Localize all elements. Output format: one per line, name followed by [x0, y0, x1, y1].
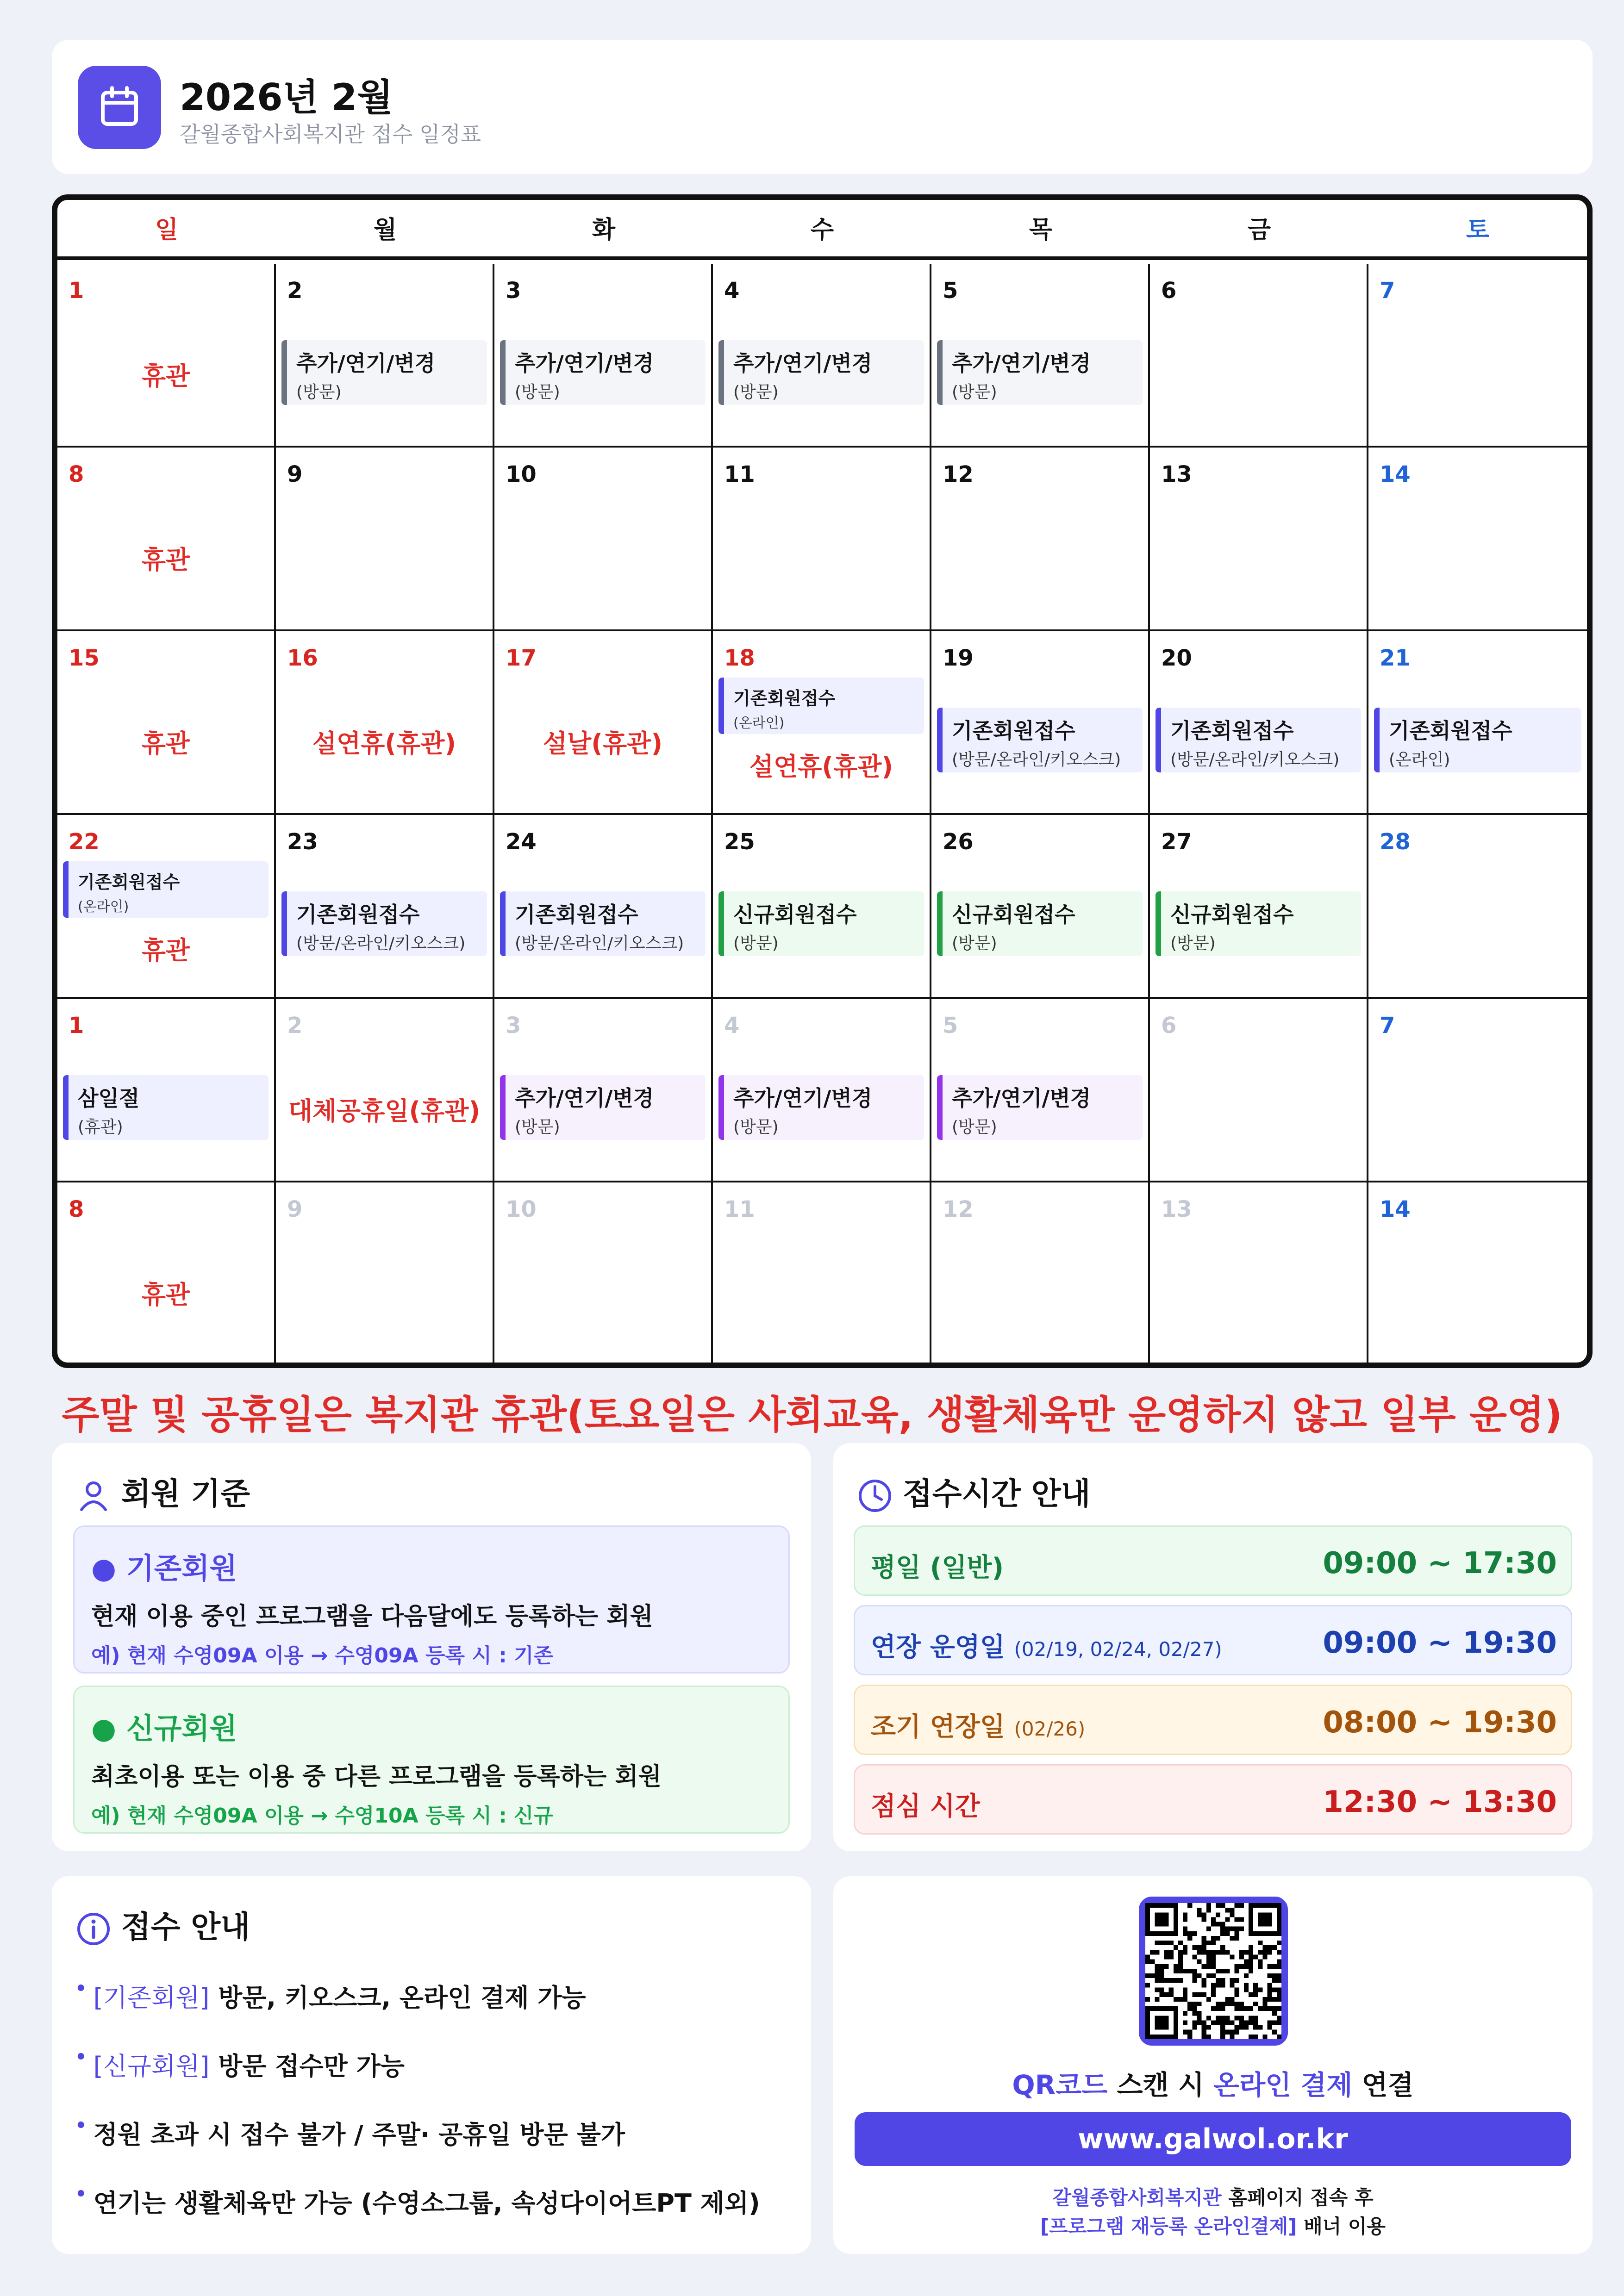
- event-title: 기존회원접수: [515, 902, 638, 927]
- closed-label: 휴관: [141, 936, 190, 965]
- reception-guide-card: [52, 1876, 811, 2254]
- weekday-header-row: [57, 200, 1587, 260]
- hours-row-extended: [854, 1605, 1572, 1675]
- event-channel: (방문/온라인/키오스크): [952, 750, 1121, 769]
- day-number: 2: [287, 278, 303, 304]
- calendar-day-cell: [1368, 264, 1587, 448]
- info-icon: [75, 1910, 112, 1948]
- closed-label: 휴관: [141, 729, 190, 758]
- calendar-day-cell: [1150, 999, 1368, 1182]
- day-number: 12: [943, 1196, 974, 1222]
- schedule-event: [63, 861, 269, 918]
- calendar-day-cell: [57, 999, 276, 1182]
- event-channel: (방문): [952, 934, 997, 953]
- event-channel: (온라인): [78, 899, 129, 915]
- new-member-box: [73, 1686, 790, 1834]
- reception-hours-title-text: 접수시간 안내: [903, 1476, 1091, 1512]
- schedule-event: [500, 891, 706, 956]
- calendar-day-cell: [1368, 631, 1587, 815]
- new-member-title-text: 신규회원: [126, 1711, 237, 1745]
- calendar-day-cell: [1150, 815, 1368, 999]
- clock-icon: [856, 1477, 893, 1514]
- hours-label: 평일 (일반): [871, 1553, 1004, 1583]
- day-number: 16: [287, 645, 318, 671]
- day-number: 3: [506, 278, 521, 304]
- day-number: 3: [506, 1013, 521, 1039]
- qr-note-line-1: 갈월종합사회복지관 홈페이지 접속 후: [1052, 2186, 1374, 2209]
- guide-item: • [신규회원] 방문 접수만 가능: [75, 2047, 405, 2081]
- day-number: 20: [1161, 645, 1192, 671]
- day-number: 8: [69, 461, 84, 487]
- hours-time: 09:00 ~ 17:30: [1323, 1546, 1557, 1580]
- event-title: 추가/연기/변경: [733, 1086, 873, 1111]
- day-number: 7: [1380, 1013, 1395, 1039]
- event-title: 신규회원접수: [952, 902, 1075, 927]
- day-number: 7: [1380, 278, 1395, 304]
- guide-item: • 연기는 생활체육만 가능 (수영소그룹, 속성다이어트PT 제외): [75, 2184, 760, 2218]
- event-title: 추가/연기/변경: [296, 351, 436, 376]
- page-subtitle: 갈월종합사회복지관 접수 일정표: [180, 122, 481, 147]
- qr-instruction: QR코드 스캔 시 온라인 결제 연결: [1012, 2069, 1414, 2101]
- day-number: 28: [1380, 829, 1411, 855]
- calendar-day-cell: [276, 264, 494, 448]
- page-title: 2026년 2월: [180, 76, 393, 119]
- calendar-day-cell: [57, 1182, 276, 1366]
- day-number: 12: [943, 461, 974, 487]
- calendar-day-cell: [57, 264, 276, 448]
- event-channel: (방문): [733, 934, 779, 953]
- calendar-day-cell: [57, 448, 276, 631]
- event-channel: (방문): [952, 383, 997, 402]
- schedule-event: [500, 340, 706, 405]
- day-number: 9: [287, 461, 303, 487]
- calendar-day-cell: [713, 448, 931, 631]
- hours-time: 08:00 ~ 19:30: [1323, 1705, 1557, 1740]
- day-number: 14: [1380, 461, 1411, 487]
- calendar-day-cell: [494, 999, 713, 1182]
- event-channel: (방문/온라인/키오스크): [1170, 750, 1340, 769]
- schedule-event: [1156, 891, 1361, 956]
- weekday-label: 토: [1466, 216, 1490, 244]
- schedule-event: [937, 1075, 1143, 1140]
- day-number: 18: [724, 645, 755, 671]
- schedule-event: [937, 891, 1143, 956]
- day-number: 21: [1380, 645, 1411, 671]
- calendar-day-cell: [713, 631, 931, 815]
- event-channel: (휴관): [78, 1118, 123, 1137]
- schedule-event: [1374, 708, 1581, 772]
- day-number: 13: [1161, 1196, 1192, 1222]
- closure-notice: 주말 및 공휴일은 복지관 휴관(토요일은 사회교육, 생활체육만 운영하지 않고 일부 운영): [62, 1392, 1562, 1437]
- hours-label: 연장 운영일 (02/19, 02/24, 02/27): [871, 1632, 1222, 1662]
- day-number: 5: [943, 278, 958, 304]
- calendar-grid: [52, 194, 1593, 1368]
- existing-member-title-text: 기존회원: [126, 1551, 237, 1585]
- day-number: 27: [1161, 829, 1192, 855]
- closed-label: 휴관: [141, 545, 190, 574]
- new-member-title: ● 신규회원: [91, 1711, 237, 1745]
- calendar-day-cell: [494, 264, 713, 448]
- calendar-day-cell: [1150, 1182, 1368, 1366]
- weekday-label: 화: [592, 216, 616, 244]
- schedule-event: [500, 1075, 706, 1140]
- day-number: 26: [943, 829, 974, 855]
- day-number: 15: [69, 645, 100, 671]
- day-number: 19: [943, 645, 974, 671]
- calendar-day-cell: [1368, 448, 1587, 631]
- closed-label: 휴관: [141, 361, 190, 391]
- calendar-day-cell: [931, 631, 1150, 815]
- event-title: 삼일절: [78, 1086, 140, 1111]
- reception-guide-title-text: 접수 안내: [121, 1909, 250, 1945]
- guide-item: • 정원 초과 시 접수 불가 / 주말· 공휴일 방문 불가: [75, 2115, 625, 2149]
- calendar-day-cell: [1368, 1182, 1587, 1366]
- event-channel: (방문): [515, 1118, 560, 1137]
- event-title: 기존회원접수: [733, 688, 836, 709]
- calendar-day-cell: [276, 631, 494, 815]
- event-title: 추가/연기/변경: [733, 351, 873, 376]
- calendar-day-cell: [1150, 631, 1368, 815]
- qr-code-icon[interactable]: [1139, 1897, 1288, 2046]
- event-channel: (온라인): [733, 715, 785, 731]
- closed-label: 설연휴(휴관): [749, 752, 893, 781]
- hours-label: 조기 연장일 (02/26): [871, 1712, 1086, 1742]
- new-member-desc: 최초이용 또는 이용 중 다른 프로그램을 등록하는 회원: [91, 1763, 662, 1791]
- schedule-event: [63, 1075, 269, 1140]
- calendar-day-cell: [931, 448, 1150, 631]
- event-title: 기존회원접수: [78, 872, 180, 892]
- schedule-event: [1156, 708, 1361, 772]
- schedule-event: [718, 891, 924, 956]
- calendar-day-cell: [931, 999, 1150, 1182]
- calendar-day-cell: [276, 448, 494, 631]
- event-title: 추가/연기/변경: [952, 1086, 1091, 1111]
- calendar-day-cell: [931, 1182, 1150, 1366]
- day-number: 22: [69, 829, 100, 855]
- calendar-day-cell: [713, 815, 931, 999]
- day-number: 2: [287, 1013, 303, 1039]
- event-channel: (방문): [296, 383, 342, 402]
- day-number: 1: [69, 1013, 84, 1039]
- day-number: 23: [287, 829, 318, 855]
- event-title: 추가/연기/변경: [515, 1086, 654, 1111]
- day-number: 10: [506, 1196, 537, 1222]
- day-number: 17: [506, 645, 537, 671]
- event-channel: (방문): [1170, 934, 1216, 953]
- day-number: 6: [1161, 1013, 1177, 1039]
- closed-label: 휴관: [141, 1280, 190, 1309]
- calendar-day-cell: [713, 264, 931, 448]
- weekday-label: 목: [1029, 216, 1053, 244]
- qr-payment-card: [833, 1876, 1593, 2254]
- calendar-day-cell: [494, 448, 713, 631]
- event-title: 신규회원접수: [733, 902, 857, 927]
- weekday-label: 수: [810, 216, 834, 244]
- calendar-day-cell: [57, 631, 276, 815]
- day-number: 1: [69, 278, 84, 304]
- schedule-event: [718, 678, 924, 734]
- calendar-day-cell: [1150, 264, 1368, 448]
- schedule-event: [718, 340, 924, 405]
- calendar-day-cell: [276, 1182, 494, 1366]
- closed-label: 설날(휴관): [543, 729, 662, 758]
- calendar-day-cell: [1368, 815, 1587, 999]
- existing-member-desc: 현재 이용 중인 프로그램을 다음달에도 등록하는 회원: [91, 1603, 653, 1630]
- hours-time: 09:00 ~ 19:30: [1323, 1626, 1557, 1660]
- day-number: 14: [1380, 1196, 1411, 1222]
- closed-label: 대체공휴일(휴관): [288, 1096, 481, 1126]
- homepage-url-button[interactable]: www.galwol.or.kr: [855, 2112, 1571, 2166]
- schedule-event: [281, 891, 487, 956]
- reception-hours-title: [856, 1469, 1091, 1514]
- header-card: [52, 40, 1593, 174]
- user-icon: [75, 1477, 112, 1514]
- event-title: 기존회원접수: [1170, 718, 1294, 743]
- event-channel: (방문/온라인/키오스크): [296, 934, 466, 953]
- schedule-event: [281, 340, 487, 405]
- event-channel: (방문/온라인/키오스크): [515, 934, 684, 953]
- member-criteria-title-text: 회원 기준: [121, 1476, 250, 1512]
- schedule-event: [718, 1075, 924, 1140]
- event-title: 신규회원접수: [1170, 902, 1294, 927]
- day-number: 11: [724, 461, 755, 487]
- day-number: 6: [1161, 278, 1177, 304]
- calendar-icon: [78, 66, 161, 149]
- event-channel: (방문): [733, 383, 779, 402]
- event-channel: (방문): [733, 1118, 779, 1137]
- event-channel: (온라인): [1389, 750, 1450, 769]
- weekday-label: 금: [1247, 216, 1271, 244]
- closed-label: 설연휴(휴관): [312, 729, 456, 758]
- weekday-label: 일: [155, 216, 179, 244]
- calendar-day-cell: [931, 815, 1150, 999]
- calendar-day-cell: [57, 815, 276, 999]
- hours-row-lunch: [854, 1764, 1572, 1835]
- schedule-event: [937, 340, 1143, 405]
- calendar-day-cell: [494, 1182, 713, 1366]
- existing-member-box: [73, 1525, 790, 1674]
- day-number: 5: [943, 1013, 958, 1039]
- event-title: 기존회원접수: [952, 718, 1075, 743]
- reception-hours-card: [833, 1443, 1593, 1851]
- calendar-day-cell: [713, 999, 931, 1182]
- member-criteria-title: [75, 1469, 250, 1514]
- day-number: 4: [724, 278, 740, 304]
- day-number: 10: [506, 461, 537, 487]
- event-channel: (방문): [515, 383, 560, 402]
- day-number: 8: [69, 1196, 84, 1222]
- day-number: 4: [724, 1013, 740, 1039]
- hours-row-early: [854, 1685, 1572, 1755]
- guide-item: • [기존회원] 방문, 키오스크, 온라인 결제 가능: [75, 1978, 586, 2012]
- new-member-example: 예) 현재 수영09A 이용 → 수영10A 등록 시 : 신규: [91, 1804, 554, 1828]
- day-number: 13: [1161, 461, 1192, 487]
- event-title: 추가/연기/변경: [515, 351, 654, 376]
- day-number: 9: [287, 1196, 303, 1222]
- qr-note-line-2: [프로그램 재등록 온라인결제] 배너 이용: [1040, 2215, 1386, 2238]
- calendar-day-cell: [1368, 999, 1587, 1182]
- calendar-day-cell: [494, 815, 713, 999]
- event-channel: (방문): [952, 1118, 997, 1137]
- calendar-day-cell: [276, 815, 494, 999]
- existing-member-example: 예) 현재 수영09A 이용 → 수영09A 등록 시 : 기존: [91, 1644, 554, 1668]
- day-number: 11: [724, 1196, 755, 1222]
- day-number: 24: [506, 829, 537, 855]
- event-title: 기존회원접수: [296, 902, 420, 927]
- event-title: 기존회원접수: [1389, 718, 1512, 743]
- calendar-day-cell: [713, 1182, 931, 1366]
- weekday-label: 월: [373, 216, 397, 244]
- event-title: 추가/연기/변경: [952, 351, 1091, 376]
- hours-label: 점심 시간: [871, 1792, 980, 1822]
- calendar-day-cell: [931, 264, 1150, 448]
- existing-member-title: ● 기존회원: [91, 1551, 237, 1585]
- hours-time: 12:30 ~ 13:30: [1323, 1785, 1557, 1819]
- hours-row-weekday: [854, 1525, 1572, 1596]
- calendar-day-cell: [1150, 448, 1368, 631]
- calendar-day-cell: [494, 631, 713, 815]
- calendar-day-cell: [276, 999, 494, 1182]
- reception-guide-title: [75, 1902, 250, 1948]
- day-number: 25: [724, 829, 755, 855]
- schedule-event: [937, 708, 1143, 772]
- member-criteria-card: [52, 1443, 811, 1851]
